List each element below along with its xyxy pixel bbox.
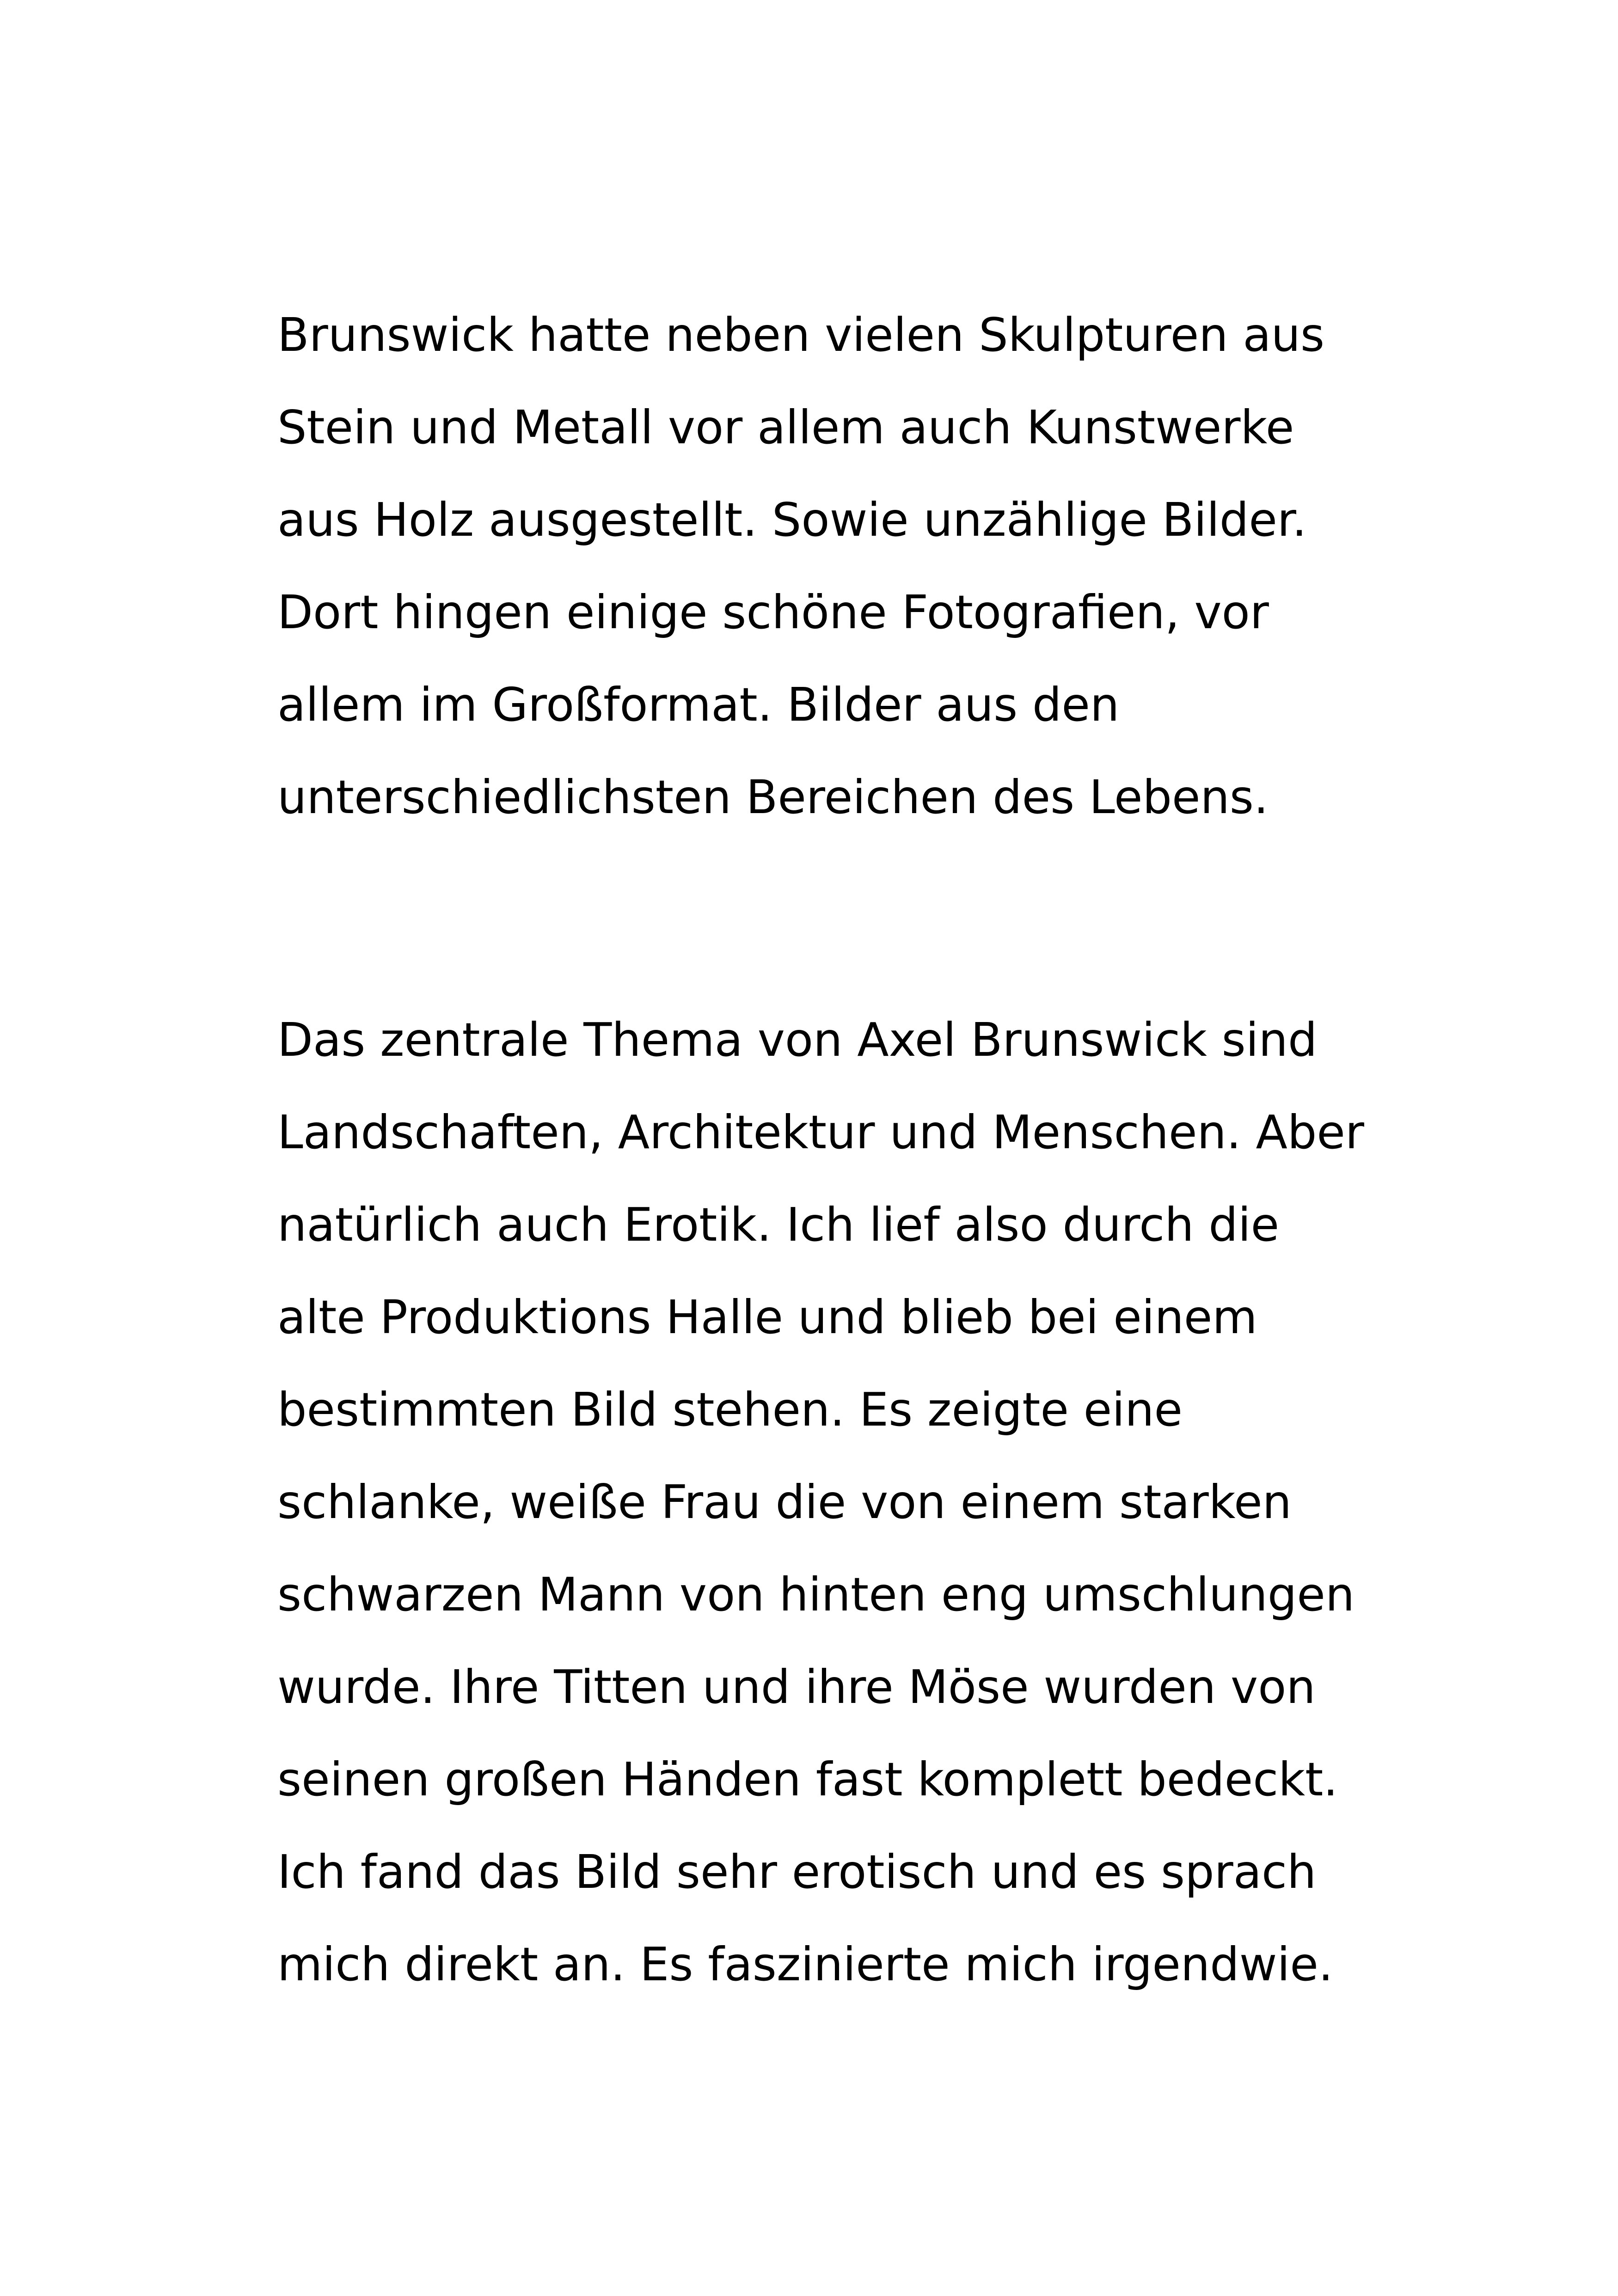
text-line: aus Holz ausgestellt. Sowie unzählige Bilder. — [277, 493, 1307, 547]
text-line: schlanke, weiße Frau die von einem starken — [277, 1475, 1292, 1529]
text-line: mich direkt an. Es faszinierte mich irgendwie. — [277, 1937, 1333, 1991]
text-line: Stein und Metall vor allem auch Kunstwerke — [277, 400, 1294, 454]
text-line: natürlich auch Erotik. Ich lief also durch die — [277, 1198, 1280, 1252]
text-line: wurde. Ihre Titten und ihre Möse wurden von — [277, 1660, 1316, 1714]
text-line: Ich fand das Bild sehr erotisch und es sprach — [277, 1845, 1317, 1899]
paragraph-1 — [277, 289, 1433, 844]
text-line: Das zentrale Thema von Axel Brunswick sind — [277, 1013, 1318, 1067]
text-line: bestimmten Bild stehen. Es zeigte eine — [277, 1383, 1183, 1437]
text-line: alte Produktions Halle und blieb bei einem — [277, 1290, 1257, 1344]
text-line: unterschiedlichsten Bereichen des Lebens. — [277, 770, 1269, 824]
text-line: schwarzen Mann von hinten eng umschlungen — [277, 1567, 1355, 1622]
paragraph-2 — [277, 994, 1433, 2011]
text-line: Brunswick hatte neben vielen Skulpturen aus — [277, 308, 1325, 362]
text-line: seinen großen Händen fast komplett bedeckt. — [277, 1752, 1338, 1806]
text-line: Dort hingen einige schöne Fotografien, vor — [277, 585, 1269, 639]
text-line: Landschaften, Architektur und Menschen. Aber — [277, 1105, 1364, 1159]
text-line: allem im Großformat. Bilder aus den — [277, 678, 1120, 732]
